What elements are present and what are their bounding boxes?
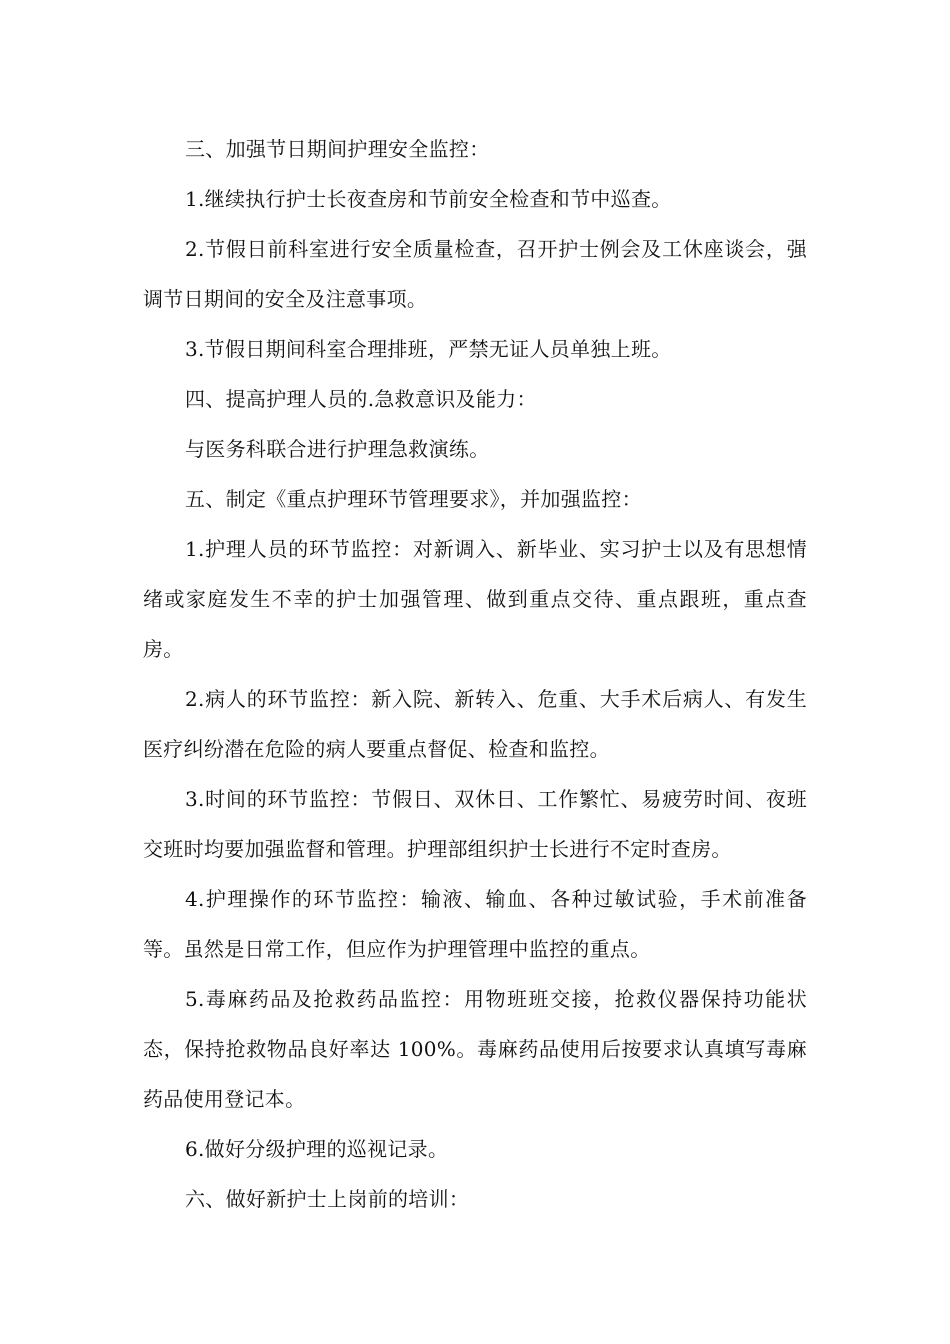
paragraph-item: 4.护理操作的环节监控：输液、输血、各种过敏试验，手术前准备等。虽然是日常工作，但应作为护理管理中监控的重点。 (143, 887, 807, 961)
paragraph-item: 5.毒麻药品及抢救药品监控：用物班班交接，抢救仪器保持功能状态，保持抢救物品良好率达 100%。毒麻药品使用后按要求认真填写毒麻药品使用登记本。 (143, 987, 807, 1111)
paragraph-item: 2.节假日前科室进行安全质量检查，召开护士例会及工休座谈会，强调节日期间的安全及注意事项。 (143, 237, 807, 311)
paragraph-item: 2.病人的环节监控：新入院、新转入、危重、大手术后病人、有发生医疗纠纷潜在危险的病人要重点督促、检查和监控。 (143, 687, 807, 761)
paragraph-item: 1.护理人员的环节监控：对新调入、新毕业、实习护士以及有思想情绪或家庭发生不幸的护士加强管理、做到重点交待、重点跟班，重点查房。 (143, 537, 807, 661)
paragraph-item: 1.继续执行护士长夜查房和节前安全检查和节中巡查。 (185, 187, 672, 211)
heading-section-3: 三、加强节日期间护理安全监控： (185, 137, 490, 161)
paragraph-item: 6.做好分级护理的巡视记录。 (185, 1137, 449, 1161)
document-body (143, 124, 807, 1224)
heading-section-4: 四、提高护理人员的.急救意识及能力： (185, 387, 537, 411)
paragraph-item: 3.时间的环节监控：节假日、双休日、工作繁忙、易疲劳时间、夜班交班时均要加强监督和管理。护理部组织护士长进行不定时查房。 (143, 787, 807, 861)
paragraph-item: 3.节假日期间科室合理排班，严禁无证人员单独上班。 (185, 337, 672, 361)
heading-section-6: 六、做好新护士上岗前的培训： (185, 1187, 470, 1211)
heading-section-5: 五、制定《重点护理环节管理要求》，并加强监控： (185, 487, 642, 511)
paragraph-item: 与医务科联合进行护理急救演练。 (185, 437, 490, 461)
